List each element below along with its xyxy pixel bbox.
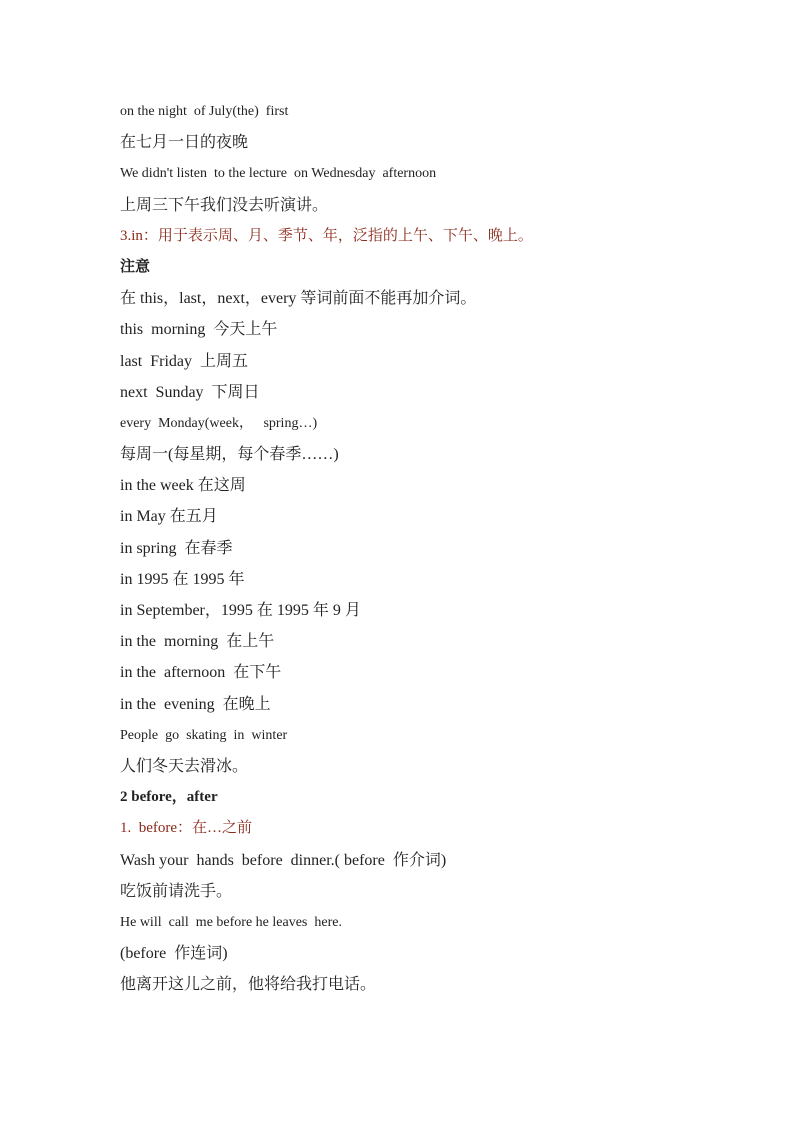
example-line: in the evening 在晚上 <box>120 695 271 713</box>
section-heading-before-after: 2 before，after <box>120 789 218 806</box>
example-line: (before 作连词) <box>120 945 228 963</box>
text-line: 在七月一日的夜晚 <box>120 134 249 152</box>
example-line: People go skating in winter <box>120 727 288 743</box>
text-line: We didn't listen to the lecture on Wednesday afternoon <box>120 166 437 182</box>
text-line: 上周三下午我们没去听演讲。 <box>120 196 329 214</box>
example-line: Wash your hands before dinner.( before 作介词) <box>120 851 447 869</box>
example-line: 人们冬天去滑冰。 <box>120 757 249 775</box>
example-line: 吃饭前请洗手。 <box>120 882 233 900</box>
document-page <box>120 96 740 1000</box>
example-line: in May 在五月 <box>120 508 218 526</box>
example-line: in the afternoon 在下午 <box>120 664 282 682</box>
example-line: in spring 在春季 <box>120 539 233 557</box>
example-line: in September，1995 在 1995 年 9 月 <box>120 602 361 619</box>
section-heading-in: 3.in：用于表示周、月、季节、年，泛指的上午、下午、晚上。 <box>120 227 533 244</box>
text-line: 在 this，last，next，every 等词前面不能再加介词。 <box>120 290 477 308</box>
example-line: He will call me before he leaves here. <box>120 914 342 930</box>
example-line: in 1995 在 1995 年 <box>120 570 245 588</box>
example-line: last Friday 上周五 <box>120 352 248 370</box>
example-line: 每周一(每星期，每个春季……) <box>120 446 339 464</box>
note-heading: 注意 <box>120 258 151 275</box>
example-line: next Sunday 下周日 <box>120 383 260 401</box>
example-line: in the week 在这周 <box>120 477 246 495</box>
example-line: in the morning 在上午 <box>120 633 275 651</box>
subsection-heading-before: 1. before：在…之前 <box>120 820 253 837</box>
example-line: every Monday(week， spring…) <box>120 415 318 431</box>
example-line: this morning 今天上午 <box>120 321 278 339</box>
text-line: on the night of July(the) first <box>120 104 289 119</box>
example-line: 他离开这儿之前，他将给我打电话。 <box>120 976 377 994</box>
